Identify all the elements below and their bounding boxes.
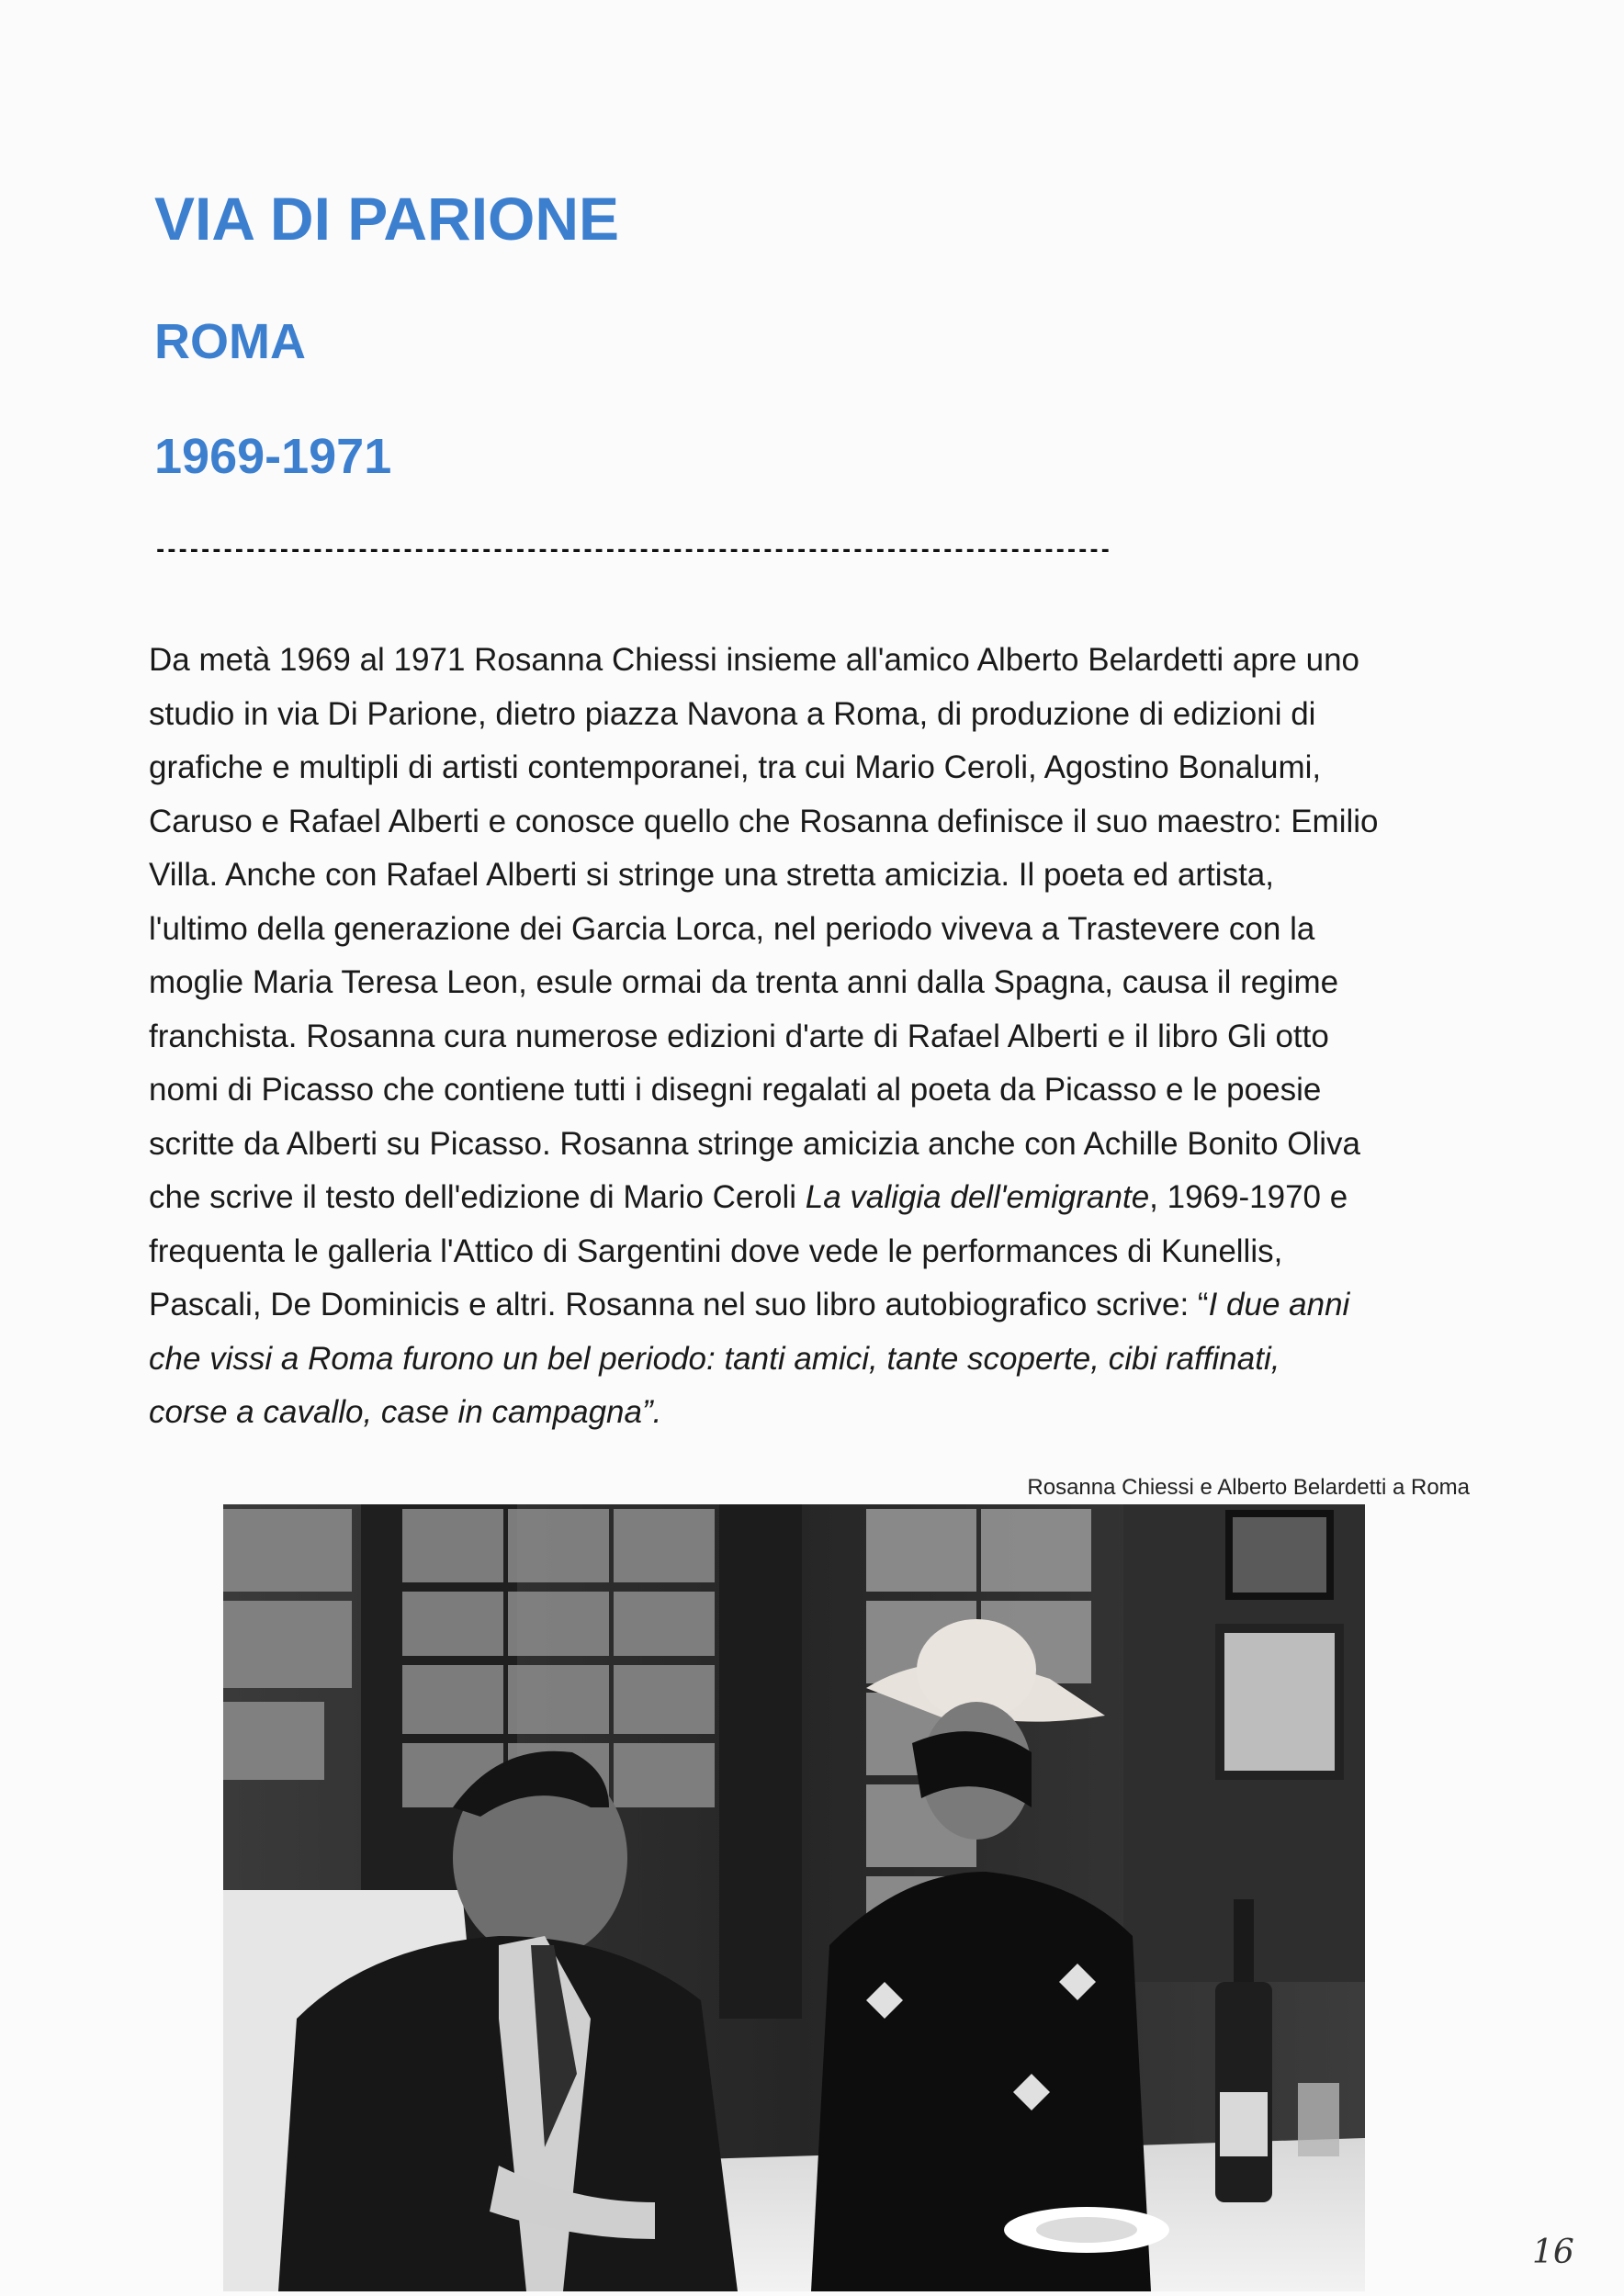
body-text-segment: Caruso e Rafael Alberti e conosce quello che Rosanna definisce il suo maestro: Emilio [149, 803, 1379, 839]
body-text-segment: che scrive il testo dell'edizione di Mario Ceroli [149, 1179, 806, 1215]
page-number: 16 [1532, 2234, 1574, 2271]
body-line [149, 903, 1472, 957]
body-text-segment: grafiche e multipli di artisti contemporanei, tra cui Mario Ceroli, Agostino Bonalumi, [149, 749, 1322, 785]
body-line [149, 795, 1472, 850]
italic-text: La valigia dell'emigrante [805, 1179, 1150, 1215]
body-text-segment: moglie Maria Teresa Leon, esule ormai da trenta anni dalla Spagna, causa il regime [149, 964, 1339, 1000]
page-title: VIA DI PARIONE [154, 185, 620, 253]
body-paragraph [149, 634, 1472, 1440]
italic-text: corse a cavallo, case in campagna”. [149, 1394, 662, 1430]
body-line [149, 1333, 1472, 1387]
body-text-segment: frequenta le galleria l'Attico di Sargentini dove vede le performances di Kunellis, [149, 1232, 1283, 1269]
body-text-segment: nomi di Picasso che contiene tutti i disegni regalati al poeta da Picasso e le poesie [149, 1072, 1322, 1108]
body-text-segment: scritte da Alberti su Picasso. Rosanna stringe amicizia anche con Achille Bonito Oliva [149, 1125, 1360, 1162]
photo-caption: Rosanna Chiessi e Alberto Belardetti a Roma [1027, 1475, 1470, 1500]
page-subtitle: ROMA [154, 314, 306, 369]
body-text-segment: , 1969-1970 e [1149, 1179, 1348, 1215]
dashed-separator: ------------------------------------------------------------------------------------- [154, 539, 1111, 562]
body-line [149, 1118, 1472, 1172]
body-text-segment: Da metà 1969 al 1971 Rosanna Chiessi insieme all'amico Alberto Belardetti apre uno [149, 642, 1360, 678]
body-line [149, 849, 1472, 903]
body-text-segment: studio in via Di Parione, dietro piazza Navona a Roma, di produzione di edizioni di [149, 695, 1316, 732]
italic-text: I due anni [1208, 1287, 1350, 1322]
body-text-segment: l'ultimo della generazione dei Garcia Lorca, nel periodo viveva a Trastevere con la [149, 910, 1315, 947]
body-line [149, 1064, 1472, 1118]
body-text-segment: Villa. Anche con Rafael Alberti si stringe una stretta amicizia. Il poeta ed artista, [149, 857, 1274, 893]
page-years: 1969-1971 [154, 429, 392, 484]
body-line [149, 1171, 1472, 1225]
body-line [149, 956, 1472, 1010]
body-text-segment: franchista. Rosanna cura numerose edizioni d'arte di Rafael Alberti e il libro Gli otto [149, 1018, 1329, 1054]
body-line [149, 1010, 1472, 1064]
body-line [149, 688, 1472, 742]
photo-illustration [223, 1504, 1365, 2291]
photograph [223, 1504, 1365, 2291]
body-line [149, 1225, 1472, 1279]
body-line [149, 741, 1472, 795]
body-text-segment: Pascali, De Dominicis e altri. Rosanna nel suo libro autobiografico scrive: “ [149, 1287, 1209, 1322]
body-line [149, 634, 1472, 688]
body-line [149, 1386, 1472, 1440]
italic-text: che vissi a Roma furono un bel periodo: tanti amici, tante scoperte, cibi raffinati, [149, 1340, 1280, 1377]
body-line [149, 1278, 1472, 1333]
